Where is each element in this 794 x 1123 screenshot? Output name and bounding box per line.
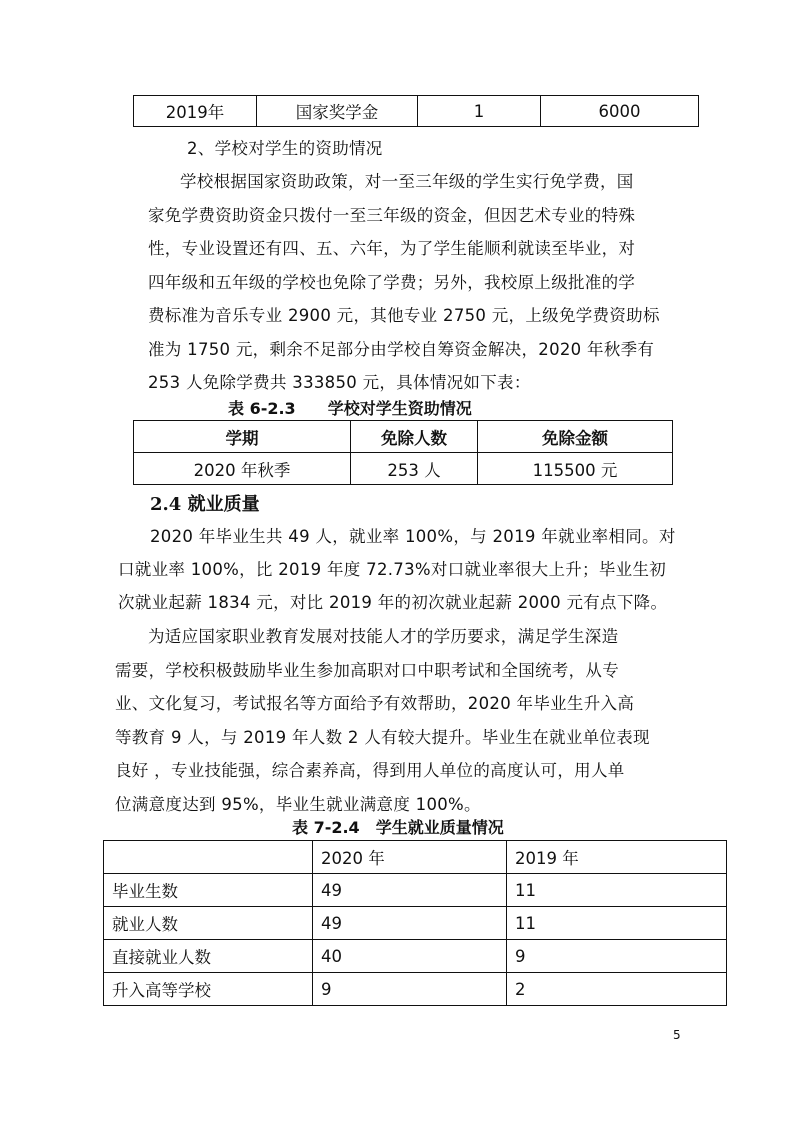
table-header: 免除人数: [351, 421, 478, 453]
table-cell: 2020 年秋季: [134, 453, 351, 485]
table-row: [104, 874, 727, 907]
text-line: 家免学费资助资金只拨付一至三年级的资金，但因艺术专业的特殊: [148, 206, 636, 225]
text-line: 253 人免除学费共 333850 元，具体情况如下表：: [148, 373, 531, 392]
text-line: 等教育 9 人，与 2019 年人数 2 人有较大提升。毕业生在就业单位表现: [115, 728, 650, 747]
table-cell: 2019年: [134, 96, 257, 127]
text-line: 学校根据国家资助政策，对一至三年级的学生实行免学费，国: [180, 172, 634, 191]
table-cell: 49: [313, 874, 507, 907]
table-cell: 6000: [541, 96, 699, 127]
text-line: 为适应国家职业教育发展对技能人才的学历要求，满足学生深造: [148, 627, 619, 646]
table-header: 免除金额: [478, 421, 673, 453]
table-cell: 升入高等学校: [104, 973, 313, 1006]
text-line: 四年级和五年级的学校也免除了学费；另外，我校原上级批准的学: [148, 273, 636, 292]
table-cell: 9: [313, 973, 507, 1006]
text-line: 位满意度达到 95%，毕业生就业满意度 100%。: [115, 795, 481, 814]
table-row: [134, 96, 699, 127]
table-row: [104, 973, 727, 1006]
text-line: 准为 1750 元，剩余不足部分由学校自筹资金解决，2020 年秋季有: [148, 340, 655, 359]
table-cell: 49: [313, 907, 507, 940]
text-line: 费标准为音乐专业 2900 元，其他专业 2750 元，上级免学费资助标: [148, 306, 660, 325]
aid-table: [133, 420, 673, 485]
table-header-row: [104, 841, 727, 874]
scholarship-table: [133, 95, 699, 127]
table-cell: 1: [418, 96, 541, 127]
text-line: 2020 年毕业生共 49 人，就业率 100%，与 2019 年就业率相同。对: [150, 527, 676, 546]
text-line: 口就业率 100%，比 2019 年度 72.73%对口就业率很大上升；毕业生初: [118, 560, 667, 579]
table-row: [104, 907, 727, 940]
table-caption: 表 6-2.3 学校对学生资助情况: [228, 399, 472, 418]
table-cell: 115500 元: [478, 453, 673, 485]
page-number: 5: [673, 1028, 681, 1042]
table-cell: 40: [313, 940, 507, 973]
table-cell: 国家奖学金: [257, 96, 418, 127]
table-cell: 2: [507, 973, 727, 1006]
table-cell: 毕业生数: [104, 874, 313, 907]
table-cell: 11: [507, 874, 727, 907]
table-header: 学期: [134, 421, 351, 453]
table-header-row: [134, 421, 673, 453]
table-cell: 253 人: [351, 453, 478, 485]
section-heading: 2、学校对学生的资助情况: [187, 139, 383, 158]
text-line: 需要，学校积极鼓励毕业生参加高职对口中职考试和全国统考，从专: [115, 661, 619, 680]
table-header: 2019 年: [507, 841, 727, 874]
table-header: 2020 年: [313, 841, 507, 874]
text-line: 业、文化复习，考试报名等方面给予有效帮助，2020 年毕业生升入高: [115, 694, 635, 713]
text-line: 次就业起薪 1834 元，对比 2019 年的初次就业起薪 2000 元有点下降。: [118, 593, 668, 612]
table-cell: 9: [507, 940, 727, 973]
table-cell: 就业人数: [104, 907, 313, 940]
table-caption: 表 7-2.4 学生就业质量情况: [292, 818, 504, 837]
table-cell: 直接就业人数: [104, 940, 313, 973]
table-row: [104, 940, 727, 973]
table-cell: 11: [507, 907, 727, 940]
text-line: 性，专业设置还有四、五、六年，为了学生能顺利就读至毕业，对: [148, 239, 636, 258]
text-line: 良好 ，专业技能强，综合素养高，得到用人单位的高度认可，用人单: [115, 761, 625, 780]
section-heading: 2.4 就业质量: [150, 494, 260, 515]
table-header: [104, 841, 313, 874]
table-row: [134, 453, 673, 485]
employment-table: [103, 840, 727, 1006]
